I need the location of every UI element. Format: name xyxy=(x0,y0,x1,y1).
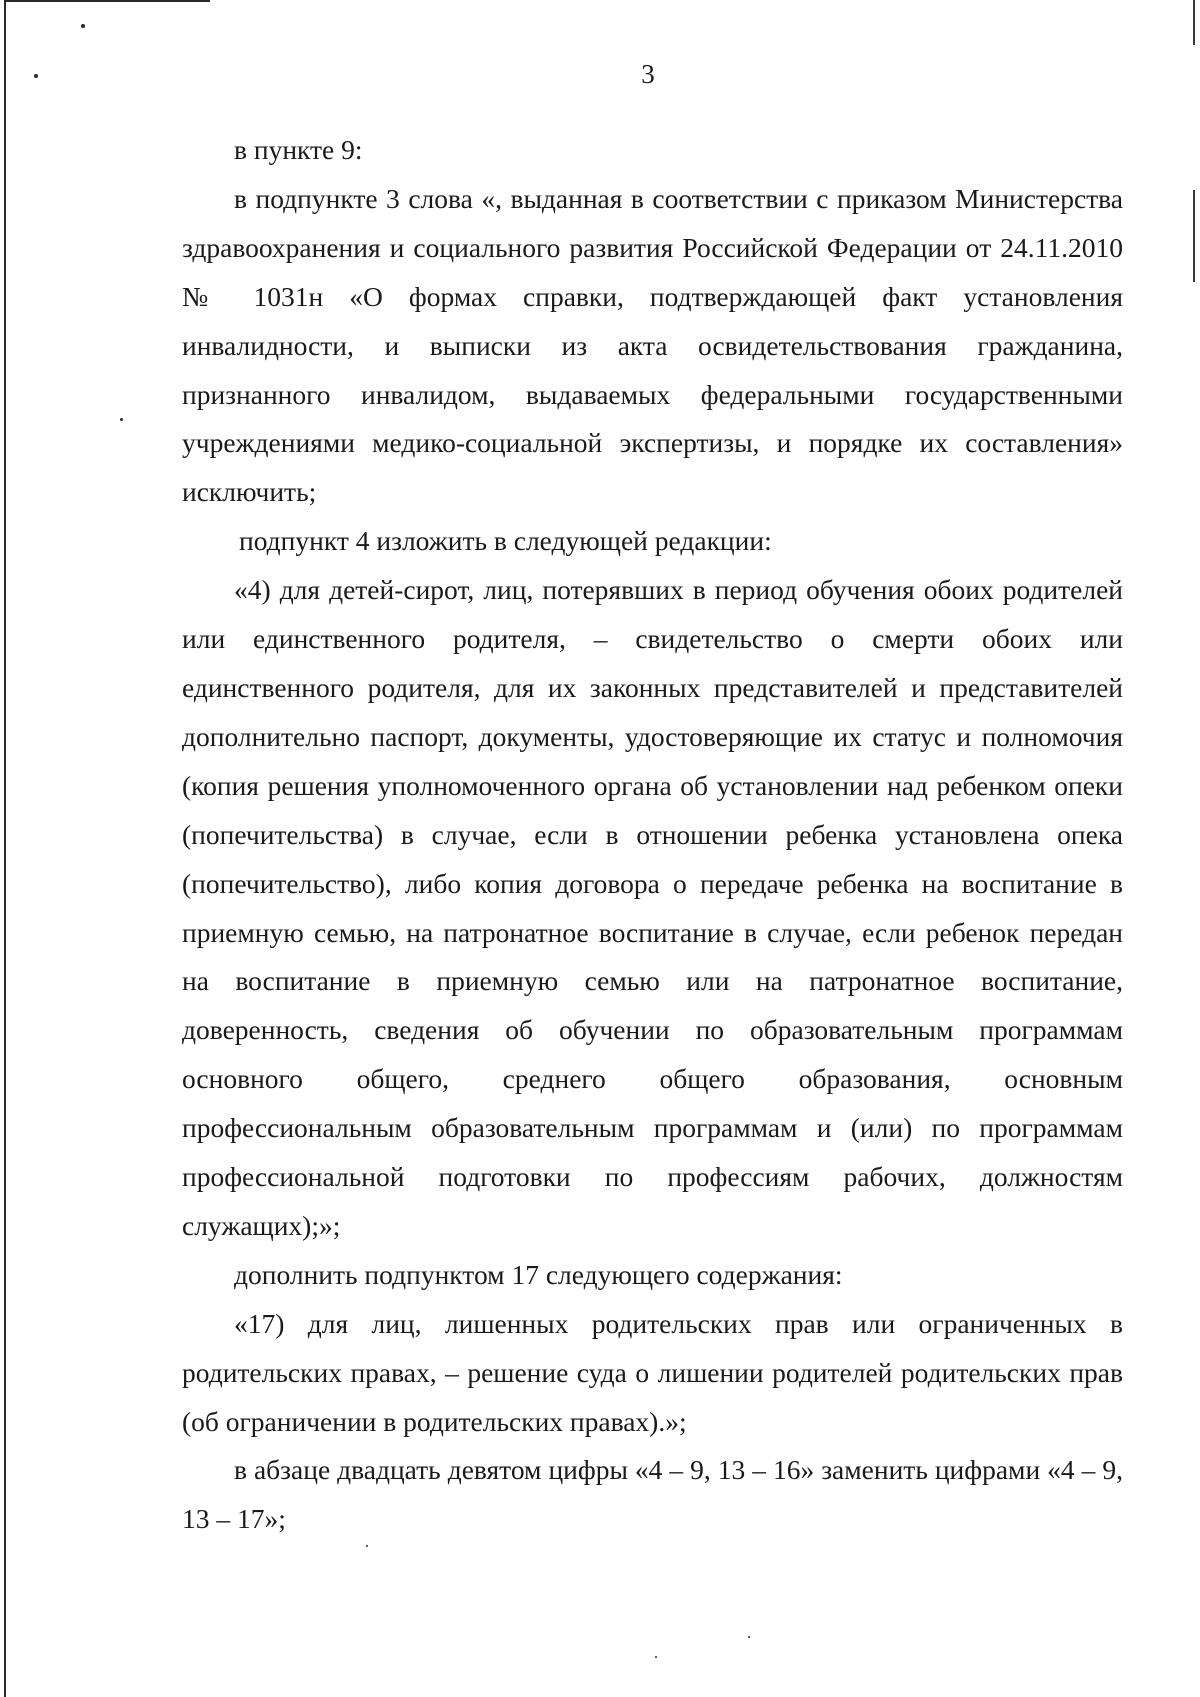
paragraph-subitem-4-text: «4) для детей-сирот, лиц, потерявших в период обучения обоих родителей или единственного родителя, – свидетельство о смерти обоих или единственного родителя, для их законных представителей и представителей дополнительно паспорт, документы, удостоверяющие их статус и полномочия (копия решения уполномоченного органа об установлении над ребенком опеки (попечительства) в случае, если в отношении ребенка установлена опека (попечительство), либо копия договора о передаче ребенка на воспитание в приемную семью, на патронатное воспитание в случае, если ребенок передан на воспитание в приемную семью или на патронатное воспитание, доверенность, сведения об обучении по образовательным программам основного общего, среднего общего образования, основным профессиональным образовательным программам и (или) по программам профессиональной подготовки по профессиям рабочих, должностям служащих);»; xyxy=(182,574,1123,1241)
scan-edge-left xyxy=(4,0,6,1697)
scan-speck xyxy=(366,1545,368,1547)
document-body xyxy=(182,126,1123,1544)
scan-edge-right-mid xyxy=(1193,190,1195,282)
paragraph-subitem-17-intro: дополнить подпунктом 17 следующего содержания: xyxy=(234,1258,843,1290)
paragraph-abzac-29-amendment: в абзаце двадцать девятом цифры «4 – 9, 13 – 16» заменить цифрами «4 – 9, 13 – 17»; xyxy=(182,1454,1123,1535)
page-number: 3 xyxy=(641,59,655,89)
scan-speck xyxy=(120,418,123,421)
scan-edge-top xyxy=(4,0,210,2)
scan-speck xyxy=(81,24,85,28)
paragraph-subitem-3-amendment: в подпункте 3 слова «, выданная в соответствии с приказом Министерства здравоохранения и социального развития Российской Федерации от 24.11.2010 № 1031н «О формах справки, подтверждающей факт установления инвалидности, и выписки из акта освидетельствования гражданина, признанного инвалидом, выдаваемых федеральными государственными учреждениями медико-социальной экспертизы, и порядке их составления» исключить; xyxy=(182,182,1123,508)
paragraph-subitem-17-text: «17) для лиц, лишенных родительских прав или ограниченных в родительских правах, – решение суда о лишении родителей родительских прав (об ограничении в родительских правах).»; xyxy=(182,1307,1123,1437)
scan-speck xyxy=(748,1636,750,1638)
paragraph-subitem-4-intro: подпункт 4 изложить в следующей редакции: xyxy=(239,525,772,557)
paragraph-item-9-heading: в пункте 9: xyxy=(234,134,363,165)
scan-speck xyxy=(655,1656,657,1658)
scan-edge-right-top xyxy=(1193,0,1195,45)
